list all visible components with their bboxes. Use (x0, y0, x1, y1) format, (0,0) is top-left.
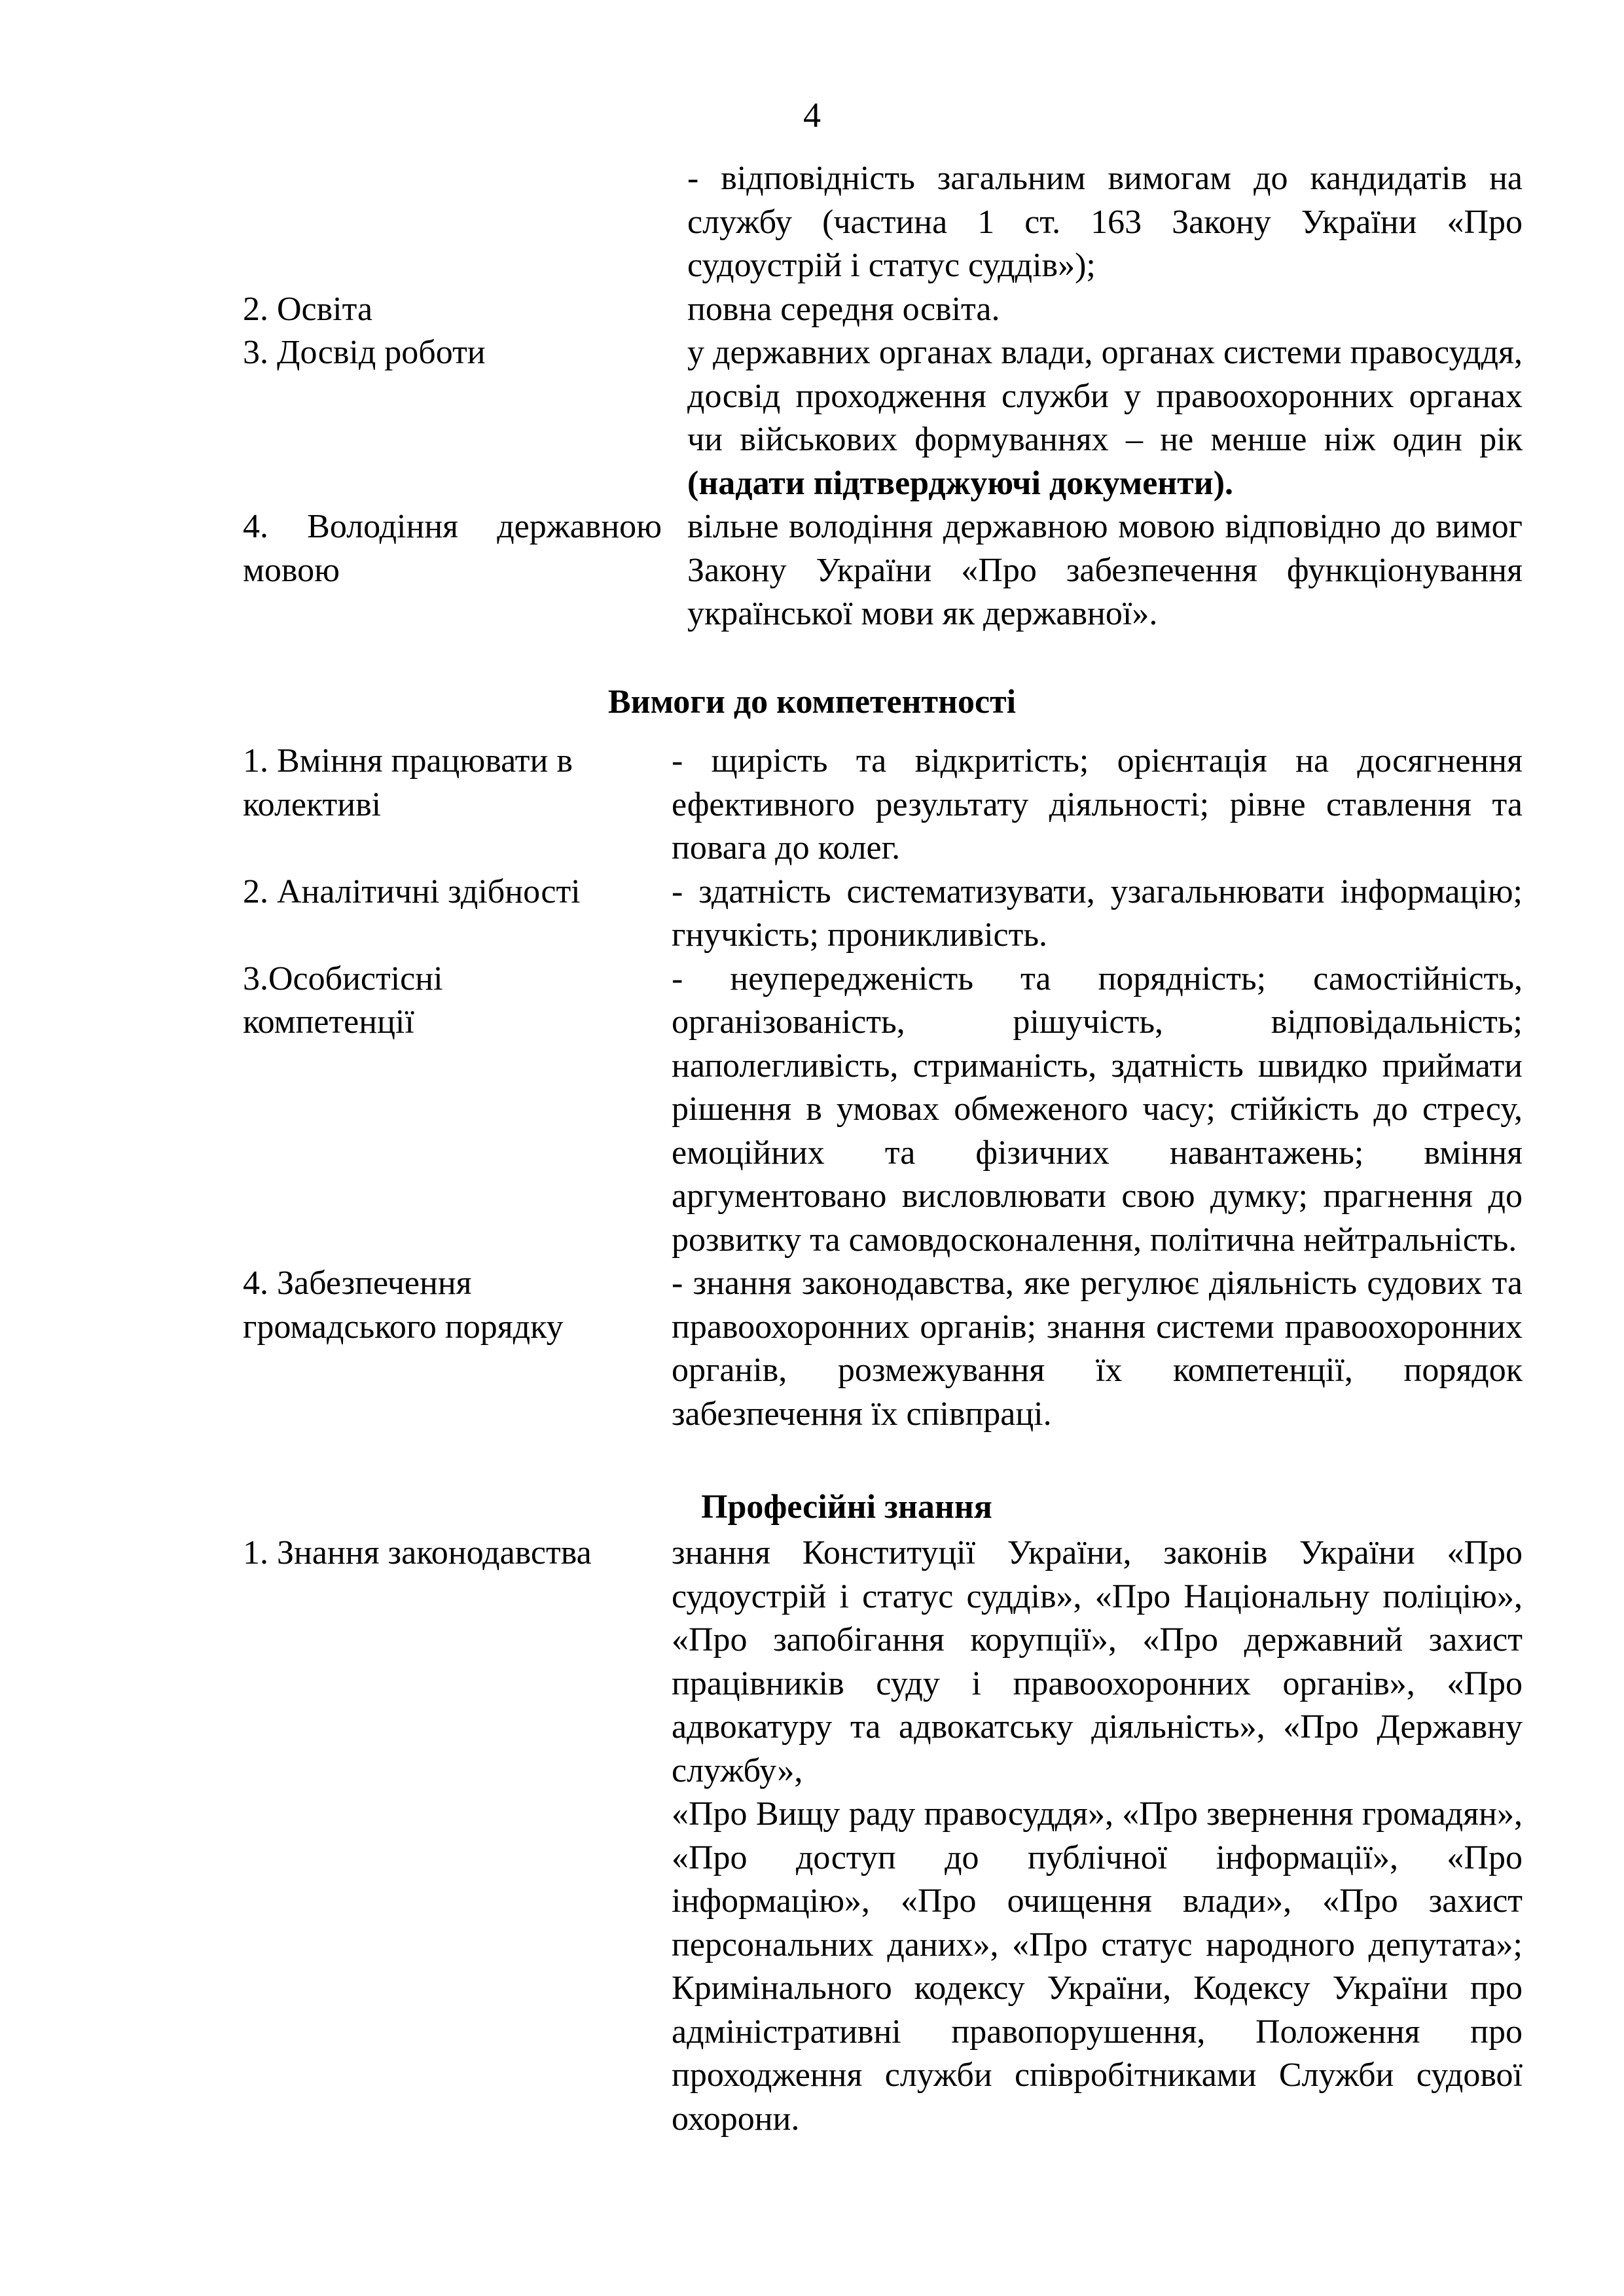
competence-teamwork-text: - щирість та відкритість; орієнтація на досягнення ефективного результату діяльності; рівне ставлення та повага до колег. (672, 742, 1523, 867)
competence-heading: Вимоги до компетентності (607, 683, 1017, 721)
competence-teamwork-label-2: колективі (243, 785, 382, 823)
competence-analytical-text: - здатність систематизувати, узагальнювати інформацію; гнучкість; проникливість. (672, 872, 1523, 954)
requirement-row-education (0, 288, 1624, 332)
requirement-row-language (0, 505, 1624, 636)
requirement-language-text: вільне володіння державною мовою відповідно до вимог Закону України «Про забезпечення функціонування української мови як державної». (687, 508, 1523, 632)
requirement-experience-bold-note: (надати підтверджуючі документи). (687, 464, 1234, 502)
competence-public-order-label-2: громадського порядку (243, 1308, 564, 1346)
requirement-education-text: повна середня освіта. (687, 290, 1000, 328)
requirement-experience-body: у державних органах влади, органах системи правосуддя, досвід проходження служби у правоохоронних органах чи військових формуваннях – не менше ніж один рік (687, 334, 1523, 458)
requirement-general-text: - відповідність загальним вимогам до кандидатів на службу (частина 1 ст. 163 Закону України «Про судоустрій і статус суддів»); (687, 160, 1523, 284)
knowledge-legislation-text-continued: «Про Вищу раду правосуддя», «Про звернення громадян», «Про доступ до публічної інформації», «Про інформацію», «Про очищення влади», «Про захист персональних даних», «Про статус народного депутата»; Кримінального кодексу України, Кодексу України про адміністративні правопорушення, Положення про проходження служби співробітниками Служби судової охорони. (672, 1795, 1523, 2138)
requirement-row-experience (0, 331, 1624, 505)
requirement-experience-label: 3. Досвід роботи (243, 334, 486, 371)
competence-block (0, 740, 1624, 1436)
requirement-language-label (243, 505, 662, 549)
competence-public-order-text: - знання законодавства, яке регулює діяльність судових та правоохоронних органів; знання системи правоохоронних органів, розмежування їх компетенції, порядок забезпечення їх співпраці. (672, 1265, 1523, 1433)
competence-analytical-label: 2. Аналітичні здібності (243, 872, 581, 910)
requirement-language-label-2: мовою (243, 551, 340, 589)
competence-teamwork-label: 1. Вміння працювати в (243, 742, 573, 780)
competence-row-personal (0, 958, 1624, 1263)
general-requirements-block (0, 157, 1624, 636)
requirement-education-label: 2. Освіта (243, 290, 373, 328)
competence-row-analytical (0, 870, 1624, 958)
knowledge-legislation-text: знання Конституції України, законів України «Про судоустрій і статус суддів», «Про Національну поліцію», «Про запобігання корупції», «Про державний захист працівників суду і правоохоронних органів», «Про адвокатуру та адвокатську діяльність», «Про Державну службу», (672, 1534, 1523, 1789)
competence-personal-label-2: компетенції (243, 1003, 414, 1041)
requirement-experience-text (687, 331, 1523, 505)
knowledge-block (0, 1532, 1624, 2141)
competence-personal-label: 3.Особистісні (243, 960, 443, 997)
knowledge-row-legislation (0, 1532, 1624, 2141)
page-number: 4 (803, 96, 821, 135)
competence-row-public-order (0, 1262, 1624, 1436)
knowledge-heading: Професійні знання (701, 1488, 992, 1526)
competence-row-teamwork (0, 740, 1624, 870)
requirement-row-general (0, 157, 1624, 288)
competence-public-order-label: 4. Забезпечення (243, 1265, 472, 1302)
competence-personal-text: - неупередженість та порядність; самостійність, організованість, рішучість, відповідальність; наполегливість, стриманість, здатність швидко приймати рішення в умовах обмеженого часу; стійкість до стресу, емоційних та фізичних навантажень; вміння аргументовано висловлювати свою думку; прагнення до розвитку та самовдосконалення, політична нейтральність. (672, 960, 1523, 1259)
requirement-language-label-line1: 4. Володіння державною (243, 508, 662, 545)
knowledge-legislation-label: 1. Знання законодавства (243, 1534, 592, 1571)
